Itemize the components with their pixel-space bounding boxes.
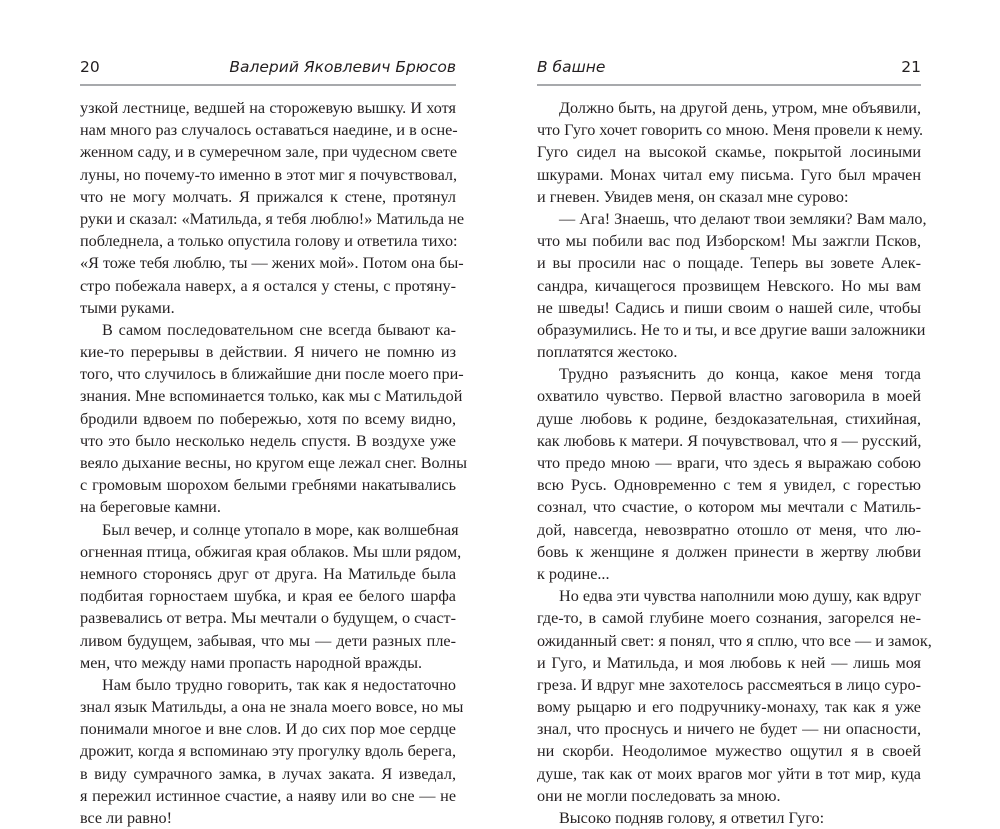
text-line: того, что случилось в ближайшие дни после моего при-: [80, 365, 464, 384]
text-line: дой, навсегда, невозвратно отошло от меня, что лю-: [537, 520, 921, 539]
text-line: мен, что между нами пропасть народной вражды.: [80, 653, 423, 672]
text-line: Нам было трудно говорить, так как я недостаточно: [102, 675, 456, 694]
right-page: [537, 58, 932, 829]
text-line: к родине...: [537, 564, 610, 583]
text-line: веяло дыхание весны, но кругом еще лежал снег. Волны: [80, 454, 468, 472]
text-line: ожиданный свет: я понял, что я сплю, что все — и замок,: [537, 631, 932, 650]
paragraph: [80, 674, 464, 829]
paragraph: [537, 363, 921, 585]
body-text-right: [537, 97, 932, 829]
text-line: знания. Мне вспоминается только, как мы с Матильдой: [80, 387, 463, 406]
text-line: знал язык Матильды, а она не знала моего вовсе, но мы: [80, 698, 464, 717]
text-line: образумились. Не то и ты, и все другие ваши заложники: [537, 320, 926, 339]
text-line: Трудно разъяснить до конца, какое меня тогда: [559, 365, 921, 384]
text-line: и гневен. Увидев меня, он сказал мне сурово:: [537, 187, 849, 206]
text-line: луны, но почему-то именно в этот миг я почувствовал,: [80, 165, 458, 184]
text-line: они не могли последовать за мною.: [537, 786, 781, 805]
text-line: сандра, кичащегося прозвищем Невского. Но мы вам: [537, 276, 921, 295]
paragraph: [537, 97, 924, 208]
text-line: Высоко подняв голову, я ответил Гуго:: [559, 809, 825, 827]
text-line: и вы просили нас о пощаде. Теперь вы зовете Алек-: [537, 254, 921, 273]
text-line: что Гуго хочет говорить со мною. Меня провели к нему.: [537, 121, 924, 140]
text-line: душе, так как от моих врагов мог уйти в тот мир, куда: [537, 764, 921, 783]
text-line: сознал, что счастие, о котором мы мечтали с Матиль-: [537, 498, 921, 517]
text-line: — Ага! Знаешь, что делают твои земляки? Вам мало,: [559, 209, 927, 228]
text-line: нам много раз случалось оставаться наедине, и в осне-: [80, 121, 458, 140]
text-line: шкурами. Монах читал ему письма. Гуго был мрачен: [537, 165, 921, 184]
text-line: Но едва эти чувства наполнили мою душу, как вдруг: [559, 587, 922, 606]
text-line: руки и сказал: «Матильда, я тебя люблю!» Матильда не: [80, 209, 465, 228]
left-page: [80, 58, 468, 829]
running-head-author: Валерий Яковлевич Брюсов: [229, 58, 456, 76]
text-line: В самом последовательном сне всегда бывают ка-: [102, 320, 456, 339]
text-line: душе любовь к родине, бездоказательная, стихийная,: [537, 409, 921, 428]
text-line: знал, что проснусь и ничего не будет — ни опасности,: [537, 720, 921, 739]
text-line: всю Русь. Одновременно с тем я увидел, с горестью: [537, 476, 921, 495]
text-line: я пережил истинное счастие, а наяву или во сне — не: [80, 786, 456, 805]
text-line: узкой лестнице, ведшей на сторожевую вышку. И хотя: [80, 99, 456, 117]
paragraph: [80, 519, 462, 674]
text-line: что предо мною — враги, что здесь я выражаю собою: [537, 454, 921, 472]
text-line: поплатятся жестоко.: [537, 343, 678, 362]
paragraph: [537, 807, 921, 829]
text-line: стро побежала наверх, а я остался у стены, с протяну-: [80, 276, 456, 295]
paragraph: [537, 585, 932, 807]
text-line: где-то, в самой глубине моего сознания, загорелся не-: [537, 609, 921, 628]
text-line: греза. И вдруг мне захотелось рассмеяться в лицо суро-: [537, 675, 921, 694]
text-line: что не могу молчать. Я прижался к стене, протянул: [80, 187, 456, 206]
running-head-right: [537, 58, 921, 86]
page-number: 20: [80, 58, 100, 76]
text-line: немного сторонясь друг от друга. На Матильде была: [80, 564, 456, 583]
text-line: женном саду, и в сумеречном зале, при чудесном свете: [80, 143, 458, 162]
text-line: Был вечер, и солнце утопало в море, как волшебная: [102, 520, 459, 539]
text-line: что мы побили вас под Изборском! Мы зажгли Псков,: [537, 232, 921, 251]
text-line: ни скорби. Неодолимое мужество ощутил я в своей: [537, 742, 921, 761]
text-line: «Я тоже тебя люблю, ты — жених мой». Потом она бы-: [80, 254, 464, 273]
text-line: Должно быть, на другой день, утром, мне объявили,: [559, 99, 921, 117]
paragraph: [537, 208, 927, 363]
text-line: не шведы! Садись и пиши своим о нашей силе, чтобы: [537, 298, 921, 317]
text-line: с громовым шорохом белыми гребнями накатывались: [80, 476, 456, 495]
text-line: и Гуго, и Матильда, и моя любовь к ней — лишь моя: [537, 653, 921, 672]
text-line: развевались от ветра. Мы мечтали о будущем, о счаст-: [80, 609, 456, 628]
text-line: бродили вдвоем по побережью, хотя по всему видно,: [80, 409, 456, 428]
body-text-left: [80, 97, 468, 829]
text-line: тыми руками.: [80, 298, 175, 317]
text-line: кие-то перерывы в действии. Я ничего не помню из: [80, 343, 456, 362]
paragraph: [80, 319, 468, 519]
text-line: на береговые камни.: [80, 498, 221, 517]
text-line: ливом будущем, забывая, что мы — дети разных пле-: [80, 631, 456, 650]
text-line: в виду сумрачного замка, в лучах заката. Я изведал,: [80, 764, 456, 783]
text-line: все ли равно!: [80, 809, 173, 827]
text-line: дрожит, когда я вспоминаю эту прогулку вдоль берега,: [80, 742, 456, 761]
text-line: охватило чувство. Первой властно заговорила в моей: [537, 387, 921, 406]
text-line: вому рыцарю и его подручнику-монаху, так как я уже: [537, 698, 921, 717]
text-line: понимали многое и вне слов. И до сих пор мое сердце: [80, 720, 456, 739]
text-line: что это было несколько недель спустя. В воздухе уже: [80, 431, 456, 450]
text-line: Гуго сидел на высокой скамье, покрытой лосиными: [537, 143, 921, 162]
text-line: бовь к женщине я должен принести в жертву любви: [537, 542, 921, 561]
text-line: огненная птица, обжигая края облаков. Мы шли рядом,: [80, 542, 462, 561]
text-line: подбитая горностаем шубка, и края ее белого шарфа: [80, 587, 456, 606]
page-number: 21: [901, 58, 921, 76]
text-line: как любовь к матери. Я почувствовал, что я — русский,: [537, 431, 922, 450]
running-head-left: [80, 58, 456, 86]
paragraph: [80, 97, 465, 319]
text-line: побледнела, а только опустила голову и ответила тихо:: [80, 232, 458, 251]
running-head-chapter: В башне: [537, 58, 606, 76]
